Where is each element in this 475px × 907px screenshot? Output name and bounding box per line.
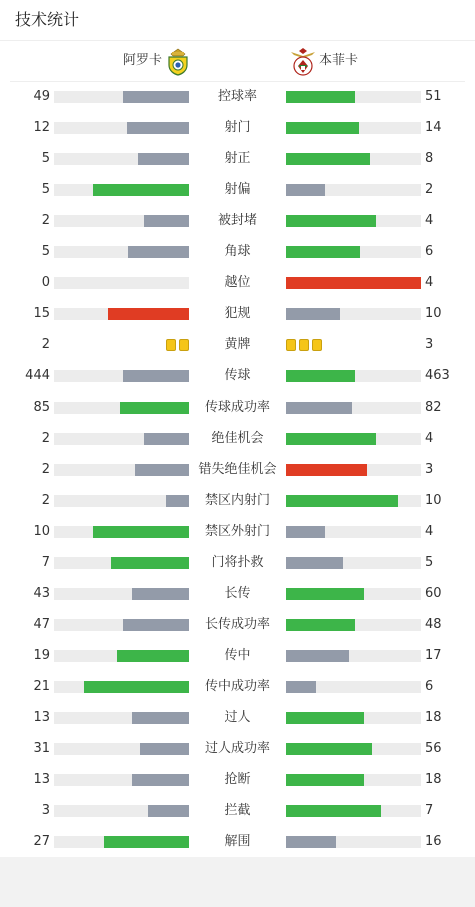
home-bar-fill [144, 433, 189, 445]
divider [0, 40, 475, 41]
away-stat-value: 6 [425, 678, 434, 694]
stat-row [0, 175, 475, 206]
away-stat-bar [286, 370, 421, 382]
away-stat-value: 17 [425, 647, 442, 663]
away-stat-value: 2 [425, 182, 434, 198]
home-stat-value: 12 [33, 120, 50, 136]
home-stat-bar [54, 433, 189, 445]
stat-label: 绝佳机会 [211, 430, 264, 446]
away-stat-value: 4 [425, 275, 434, 291]
stat-row [0, 579, 475, 610]
yellow-card-icon [286, 339, 296, 351]
home-stat-value: 15 [33, 306, 50, 322]
home-bar-fill [111, 557, 189, 569]
stat-label: 传中 [224, 647, 251, 663]
away-bar-fill [286, 712, 364, 724]
stat-row [0, 361, 475, 392]
away-stat-value: 6 [425, 244, 434, 260]
home-stat-value: 47 [33, 616, 50, 632]
stat-row [0, 517, 475, 548]
home-bar-fill [135, 464, 189, 476]
stat-label: 被封堵 [217, 213, 257, 229]
home-bar-fill [128, 246, 189, 258]
away-bar-fill [286, 619, 355, 631]
away-bar-fill [286, 153, 370, 165]
home-bar-fill [93, 526, 189, 538]
home-stat-bar [54, 650, 189, 662]
home-stat-bar [54, 743, 189, 755]
away-stat-bar [286, 433, 421, 445]
home-stat-bar [54, 153, 189, 165]
home-stat-value: 43 [33, 585, 50, 601]
away-bar-fill [286, 402, 352, 414]
home-bar-fill [132, 774, 189, 786]
home-stat-bar [54, 464, 189, 476]
away-bar-fill [286, 495, 398, 507]
stat-row [0, 299, 475, 330]
away-bar-fill [286, 743, 372, 755]
away-stat-value: 4 [425, 213, 434, 229]
home-stat-value: 27 [33, 834, 50, 850]
home-bar-fill [144, 215, 189, 227]
stat-label: 越位 [224, 275, 251, 291]
away-bar-fill [286, 370, 355, 382]
home-stat-value: 5 [41, 244, 50, 260]
stat-label: 射正 [224, 151, 251, 167]
yellow-card-icon [312, 339, 322, 351]
away-stat-value: 60 [425, 585, 442, 601]
home-stat-bar [54, 215, 189, 227]
home-bar-fill [84, 681, 189, 693]
away-stat-bar [286, 743, 421, 755]
stat-row [0, 82, 475, 113]
stat-label: 控球率 [217, 89, 257, 104]
home-stat-bar [54, 277, 189, 289]
away-stat-value: 10 [425, 492, 442, 508]
home-stat-value: 7 [41, 554, 50, 570]
home-bar-fill [117, 650, 189, 662]
stat-label: 过人成功率 [204, 741, 270, 757]
stat-row [0, 113, 475, 144]
stat-label: 传球成功率 [204, 399, 270, 415]
page-title: 技术统计 [15, 10, 80, 29]
away-stat-bar [286, 836, 421, 848]
home-stat-bar [54, 122, 189, 134]
home-stat-value: 0 [41, 275, 50, 291]
home-stat-value: 2 [41, 213, 50, 229]
stat-label: 射门 [224, 120, 251, 136]
stat-row [0, 330, 475, 361]
home-bar-fill [123, 370, 189, 382]
away-stat-value: 18 [425, 710, 442, 725]
home-stat-bar [54, 774, 189, 786]
home-stat-bar [54, 91, 189, 103]
away-stat-value: 82 [425, 399, 442, 415]
home-bar-fill [120, 402, 189, 414]
home-stat-bar [54, 836, 189, 848]
home-stat-value: 31 [33, 741, 50, 757]
away-stat-bar [286, 246, 421, 258]
home-stat-bar [54, 712, 189, 724]
away-stat-value: 51 [425, 89, 442, 104]
yellow-card-icon [166, 339, 176, 351]
stat-row [0, 703, 475, 734]
stat-label: 解围 [224, 834, 251, 850]
stat-label: 门将扑救 [211, 554, 264, 570]
home-stat-value: 2 [41, 430, 50, 446]
away-bar-fill [286, 215, 376, 227]
home-stat-value: 19 [33, 647, 50, 663]
home-stat-value: 2 [41, 492, 50, 508]
home-bar-fill [132, 588, 189, 600]
home-stat-bar [54, 184, 189, 196]
away-bar-fill [286, 774, 364, 786]
stat-label: 射偏 [224, 182, 251, 198]
away-stat-value: 463 [425, 368, 450, 384]
stat-row [0, 641, 475, 672]
home-stat-value: 5 [41, 151, 50, 167]
stat-label: 过人 [224, 710, 251, 725]
stat-row [0, 765, 475, 796]
stat-label: 角球 [224, 244, 251, 260]
stat-row [0, 672, 475, 703]
away-stat-bar [286, 308, 421, 320]
home-stat-bar [54, 526, 189, 538]
away-stat-bar [286, 712, 421, 724]
home-bar-fill [148, 805, 189, 817]
away-bar-fill [286, 184, 325, 196]
home-stat-value: 13 [33, 772, 50, 788]
home-stat-value: 2 [41, 461, 50, 477]
stat-row [0, 548, 475, 579]
stat-row [0, 393, 475, 424]
home-team-name: 阿罗卡 [122, 53, 162, 68]
stat-label: 犯规 [224, 306, 251, 322]
away-stat-value: 56 [425, 741, 442, 757]
away-stat-value: 3 [425, 461, 434, 477]
away-bar-fill [286, 836, 336, 848]
home-stat-bar [54, 370, 189, 382]
stat-label: 错失绝佳机会 [198, 461, 277, 477]
home-bar-fill [108, 308, 189, 320]
stat-row [0, 796, 475, 827]
away-bar-fill [286, 557, 343, 569]
stat-row [0, 827, 475, 858]
yellow-card-icon [299, 339, 309, 351]
stat-row [0, 206, 475, 237]
stat-label: 拦截 [224, 803, 251, 819]
arouca-crest-icon [166, 48, 190, 76]
away-stat-bar [286, 91, 421, 103]
home-bar-fill [127, 122, 189, 134]
home-stat-value: 2 [41, 337, 50, 353]
home-stat-value: 3 [41, 803, 50, 819]
away-bar-fill [286, 246, 360, 258]
stat-row [0, 734, 475, 765]
stat-label: 黄牌 [224, 337, 251, 353]
away-stat-bar [286, 650, 421, 662]
away-stat-bar [286, 681, 421, 693]
stat-label: 长传 [224, 585, 251, 601]
away-bar-fill [286, 650, 349, 662]
away-stat-value: 10 [425, 306, 442, 322]
away-stat-bar [286, 215, 421, 227]
away-bar-fill [286, 308, 340, 320]
stat-label: 传中成功率 [204, 678, 270, 694]
away-stat-value: 7 [425, 803, 434, 819]
away-bar-fill [286, 277, 421, 289]
away-stat-bar [286, 557, 421, 569]
home-stat-bar [54, 619, 189, 631]
stat-label: 禁区内射门 [204, 492, 270, 508]
home-stat-bar [54, 402, 189, 414]
away-stat-bar [286, 526, 421, 538]
stat-row [0, 486, 475, 517]
home-cards [166, 339, 189, 351]
stat-row [0, 237, 475, 268]
away-bar-fill [286, 526, 325, 538]
away-stat-bar [286, 805, 421, 817]
stat-label: 传球 [224, 368, 251, 384]
stat-row [0, 424, 475, 455]
home-bar-fill [140, 743, 189, 755]
home-stat-value: 10 [33, 523, 50, 539]
stat-label: 长传成功率 [204, 616, 270, 632]
benfica-crest-icon [290, 48, 316, 76]
away-stat-value: 18 [425, 772, 442, 788]
stat-row [0, 455, 475, 486]
home-bar-fill [138, 153, 189, 165]
home-bar-fill [166, 495, 189, 507]
away-bar-fill [286, 588, 364, 600]
away-stat-bar [286, 464, 421, 476]
away-bar-fill [286, 681, 316, 693]
away-stat-bar [286, 184, 421, 196]
home-bar-fill [93, 184, 189, 196]
home-stat-value: 444 [25, 368, 50, 384]
away-stat-bar [286, 619, 421, 631]
away-bar-fill [286, 91, 355, 103]
away-stat-value: 5 [425, 554, 434, 570]
home-stat-value: 13 [33, 710, 50, 725]
away-bar-fill [286, 805, 381, 817]
away-bar-fill [286, 433, 376, 445]
away-stat-value: 14 [425, 120, 442, 136]
home-stat-value: 5 [41, 182, 50, 198]
home-bar-fill [123, 619, 189, 631]
home-stat-value: 49 [33, 89, 50, 104]
stat-row [0, 610, 475, 641]
away-bar-fill [286, 122, 359, 134]
away-stat-bar [286, 495, 421, 507]
away-stat-value: 3 [425, 337, 434, 353]
stat-row [0, 144, 475, 175]
away-stat-bar [286, 277, 421, 289]
home-stat-bar [54, 805, 189, 817]
away-stat-bar [286, 588, 421, 600]
home-stat-bar [54, 681, 189, 693]
away-stat-bar [286, 153, 421, 165]
away-stat-bar [286, 774, 421, 786]
home-stat-bar [54, 495, 189, 507]
home-stat-bar [54, 308, 189, 320]
away-stat-value: 4 [425, 430, 434, 446]
away-stat-bar [286, 122, 421, 134]
away-stat-value: 16 [425, 834, 442, 850]
away-cards [286, 339, 322, 351]
home-stat-value: 21 [33, 678, 50, 694]
away-team-name: 本菲卡 [319, 53, 359, 68]
home-bar-fill [132, 712, 189, 724]
home-bar-fill [123, 91, 189, 103]
yellow-card-icon [179, 339, 189, 351]
home-bar-fill [104, 836, 189, 848]
home-stat-bar [54, 588, 189, 600]
away-stat-bar [286, 402, 421, 414]
stat-label: 禁区外射门 [204, 523, 270, 539]
away-stat-value: 48 [425, 616, 442, 632]
stat-label: 抢断 [224, 772, 251, 788]
home-stat-value: 85 [33, 399, 50, 415]
home-stat-bar [54, 557, 189, 569]
away-bar-fill [286, 464, 367, 476]
stat-row [0, 268, 475, 299]
home-stat-bar [54, 246, 189, 258]
away-stat-value: 4 [425, 523, 434, 539]
away-stat-value: 8 [425, 151, 434, 167]
